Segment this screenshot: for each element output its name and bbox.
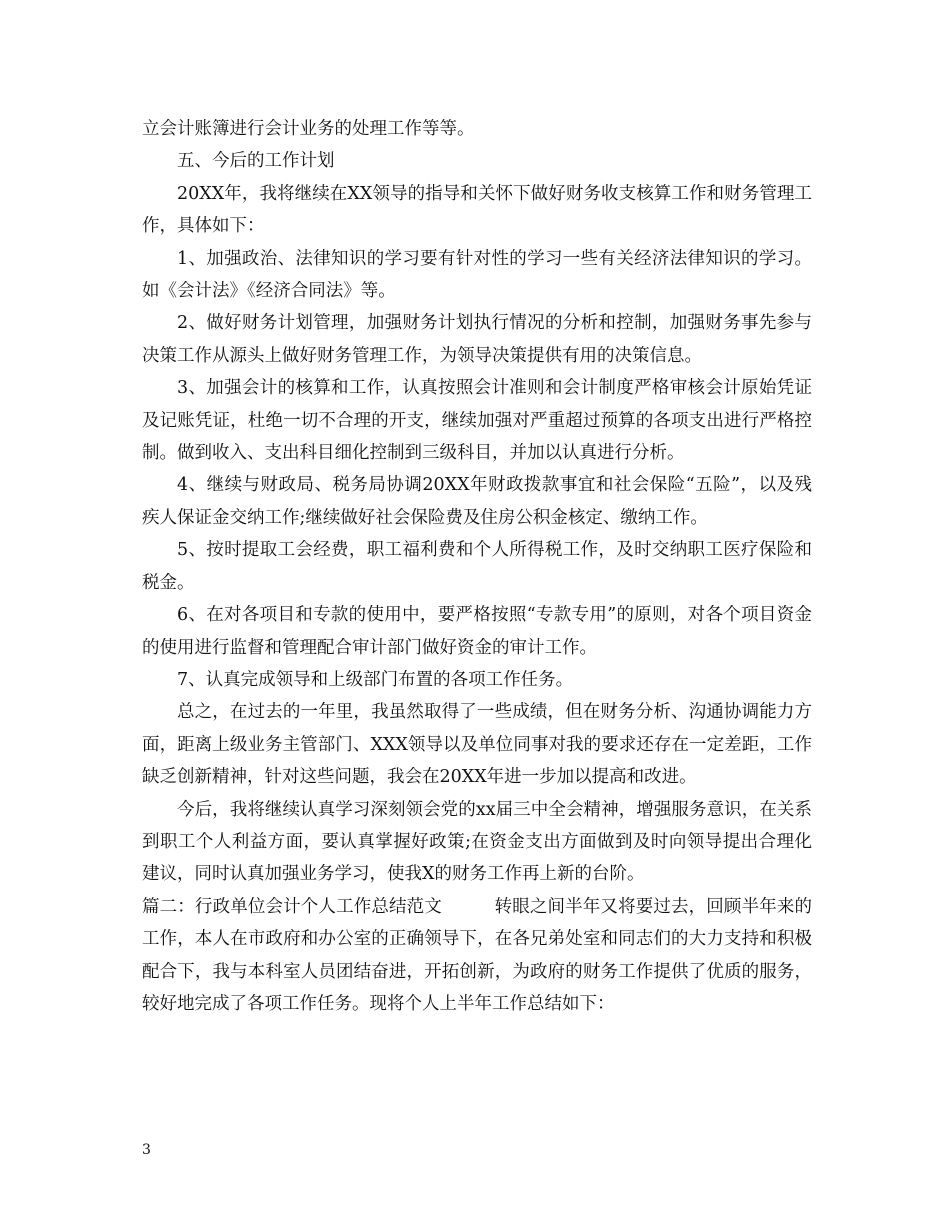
plan-item-2: 2、做好财务计划管理，加强财务计划执行情况的分析和控制，加强财务事先参与决策工作从源头上做好财务管理工作，为领导决策提供有用的决策信息。 [142,313,812,366]
plan-item-6: 6、在对各项目和专款的使用中，要严格按照“专款专用”的原则，对各个项目资金的使用进行监督和管理配合审计部门做好资金的审计工作。 [142,605,812,658]
section-heading-5: 五、今后的工作计划 [177,151,335,172]
paragraph-plan-intro: 20XX年，我将继续在XX领导的指导和关怀下做好财务收支核算工作和财务管理工作，具体如下： [142,183,812,237]
section-two-title: 篇二：行政单位会计个人工作总结范文 [142,896,442,917]
page-number: 3 [142,1142,151,1158]
paragraph-future: 今后，我将继续认真学习深刻领会党的xx届三中全会精神，增强服务意识，在关系到职工个人利益方面，要认真掌握好政策;在资金支出方面做到及时向领导提出合理化建议，同时认真加强业务学习，使我X的财务工作再上新的台阶。 [142,799,812,885]
document-body [142,113,812,1020]
plan-item-1: 1、加强政治、法律知识的学习要有针对性的学习一些有关经济法律知识的学习。如《会计法》《经济合同法》等。 [142,248,812,302]
plan-item-5: 5、按时提取工会经费，职工福利费和个人所得税工作，及时交纳职工医疗保险和税金。 [142,540,812,593]
plan-item-7: 7、认真完成领导和上级部门布置的各项工作任务。 [177,669,574,690]
section-two-body: 转眼之间半年又将要过去，回顾半年来的工作，本人在市政府和办公室的正确领导下，在各兄弟处室和同志们的大力支持和积极配合下，我与本科室人员团结奋进，开拓创新，为政府的财务工作提供了优质的服务，较好地完成了各项工作任务。现将个人上半年工作总结如下： [142,896,813,1014]
section-two-paragraph [142,891,812,1021]
paragraph-summary: 总之，在过去的一年里，我虽然取得了一些成绩，但在财务分析、沟通协调能力方面，距离上级业务主管部门、XXX领导以及单位同事对我的要求还存在一定差距，工作缺乏创新精神，针对这些问题，我会在20XX年进一步加以提高和改进。 [142,702,812,788]
plan-item-4: 4、继续与财政局、税务局协调20XX年财政拨款事宜和社会保险“五险”，以及残疾人保证金交纳工作;继续做好社会保险费及住房公积金核定、缴纳工作。 [142,475,812,528]
plan-item-3: 3、加强会计的核算和工作，认真按照会计准则和会计制度严格审核会计原始凭证及记账凭证，杜绝一切不合理的开支，继续加强对严重超过预算的各项支出进行严格控制。做到收入、支出科目细化控制到三级科目，并加以认真进行分析。 [142,378,812,464]
paragraph-1: 立会计账簿进行会计业务的处理工作等等。 [142,119,475,139]
